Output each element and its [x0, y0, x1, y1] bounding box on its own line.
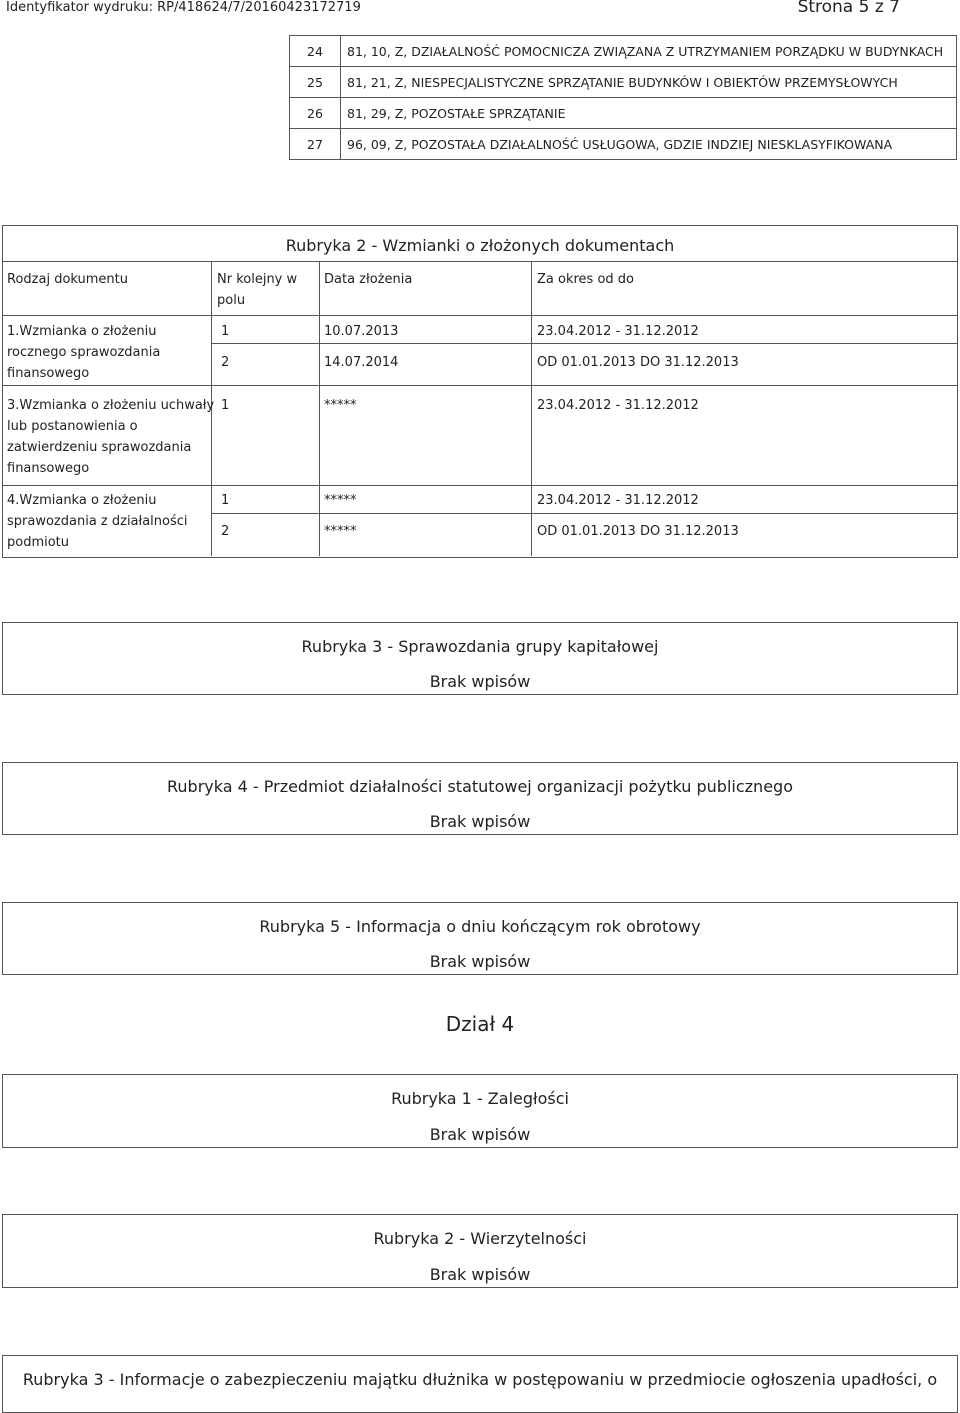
header-sequence-number — [217, 269, 297, 311]
entry-number: 2 — [221, 355, 230, 370]
row-number: 24 — [290, 36, 341, 67]
section-body: Brak wpisów — [429, 672, 531, 691]
column-divider — [319, 261, 320, 556]
type-line: 3.Wzmianka o złożeniu uchwały — [7, 398, 215, 413]
section-title: Rubryka 1 - Zaległości — [391, 1089, 569, 1108]
table-row — [290, 98, 957, 129]
header-period: Za okres od do — [537, 272, 634, 287]
type-line: 1.Wzmianka o złożeniu — [7, 324, 157, 339]
entry-number: 2 — [221, 524, 230, 539]
section-body: Brak wpisów — [429, 952, 531, 971]
section-title: Rubryka 5 - Informacja o dniu kończącym rok obrotowy — [259, 917, 701, 936]
entry-date: ***** — [324, 493, 357, 508]
type-line: podmiotu — [7, 535, 70, 550]
entry-period: OD 01.01.2013 DO 31.12.2013 — [537, 355, 739, 370]
document-type — [7, 490, 188, 553]
document-type — [7, 321, 160, 384]
rubryka-2-section — [2, 225, 958, 558]
section-body: Brak wpisów — [429, 1125, 531, 1144]
entry-number: 1 — [221, 324, 230, 339]
page-number: Strona 5 z 7 — [797, 0, 900, 17]
table-row — [290, 67, 957, 98]
dzial4-rubryka-2-section — [2, 1214, 958, 1288]
document-type — [7, 395, 214, 479]
rubryka-5-section — [2, 902, 958, 975]
row-number: 25 — [290, 67, 341, 98]
entry-period: 23.04.2012 - 31.12.2012 — [537, 398, 699, 413]
entry-period: OD 01.01.2013 DO 31.12.2013 — [537, 524, 739, 539]
row-number: 26 — [290, 98, 341, 129]
row-divider — [3, 385, 957, 386]
type-line: finansowego — [7, 366, 90, 381]
type-line: 4.Wzmianka o złożeniu — [7, 493, 157, 508]
type-line: zatwierdzeniu sprawozdania — [7, 440, 192, 455]
row-divider — [3, 315, 957, 316]
header-document-type: Rodzaj dokumentu — [7, 272, 128, 287]
pkd-table — [289, 35, 957, 160]
row-divider — [3, 485, 957, 486]
dzial4-rubryka-1-section — [2, 1074, 958, 1148]
header-line: Nr kolejny w — [217, 272, 298, 287]
section-title: Rubryka 3 - Sprawozdania grupy kapitałowej — [301, 637, 659, 656]
type-line: lub postanowienia o — [7, 419, 138, 434]
entry-date: 10.07.2013 — [324, 324, 399, 339]
type-line: sprawozdania z działalności — [7, 514, 188, 529]
section-title: Rubryka 2 - Wierzytelności — [373, 1229, 587, 1248]
rubryka-4-section — [2, 762, 958, 835]
section-body: Brak wpisów — [429, 1265, 531, 1284]
section-title: Rubryka 4 - Przedmiot działalności statutowej organizacji pożytku publicznego — [167, 777, 793, 796]
division-title: Dział 4 — [445, 1012, 515, 1036]
row-text: 96, 09, Z, POZOSTAŁA DZIAŁALNOŚĆ USŁUGOWA, GDZIE INDZIEJ NIESKLASYFIKOWANA — [341, 129, 957, 160]
table-row — [290, 36, 957, 67]
section-title: Rubryka 3 - Informacje o zabezpieczeniu majątku dłużnika w postępowaniu w przedmiocie ogłoszenia upadłości, o — [22, 1370, 938, 1389]
entry-date: 14.07.2014 — [324, 355, 399, 370]
entry-date: ***** — [324, 398, 357, 413]
row-text: 81, 29, Z, POZOSTAŁE SPRZĄTANIE — [341, 98, 957, 129]
type-line: rocznego sprawozdania — [7, 345, 161, 360]
header-filing-date: Data złożenia — [324, 272, 413, 287]
row-divider — [211, 343, 957, 344]
header-line: polu — [217, 293, 246, 308]
type-line: finansowego — [7, 461, 90, 476]
row-divider — [211, 513, 957, 514]
row-divider — [3, 261, 957, 262]
entry-period: 23.04.2012 - 31.12.2012 — [537, 493, 699, 508]
table-row — [290, 129, 957, 160]
dzial4-rubryka-3-section — [2, 1355, 958, 1413]
entry-date: ***** — [324, 524, 357, 539]
column-divider — [531, 261, 532, 556]
row-text: 81, 21, Z, NIESPECJALISTYCZNE SPRZĄTANIE BUDYNKÓW I OBIEKTÓW PRZEMYSŁOWYCH — [341, 67, 957, 98]
row-text: 81, 10, Z, DZIAŁALNOŚĆ POMOCNICZA ZWIĄZANA Z UTRZYMANIEM PORZĄDKU W BUDYNKACH — [341, 36, 957, 67]
rubryka-3-section — [2, 622, 958, 695]
section-title: Rubryka 2 - Wzmianki o złożonych dokumentach — [285, 236, 675, 255]
print-identifier: Identyfikator wydruku: RP/418624/7/20160423172719 — [6, 0, 361, 15]
row-number: 27 — [290, 129, 341, 160]
section-body: Brak wpisów — [429, 812, 531, 831]
entry-period: 23.04.2012 - 31.12.2012 — [537, 324, 699, 339]
entry-number: 1 — [221, 398, 230, 413]
entry-number: 1 — [221, 493, 230, 508]
